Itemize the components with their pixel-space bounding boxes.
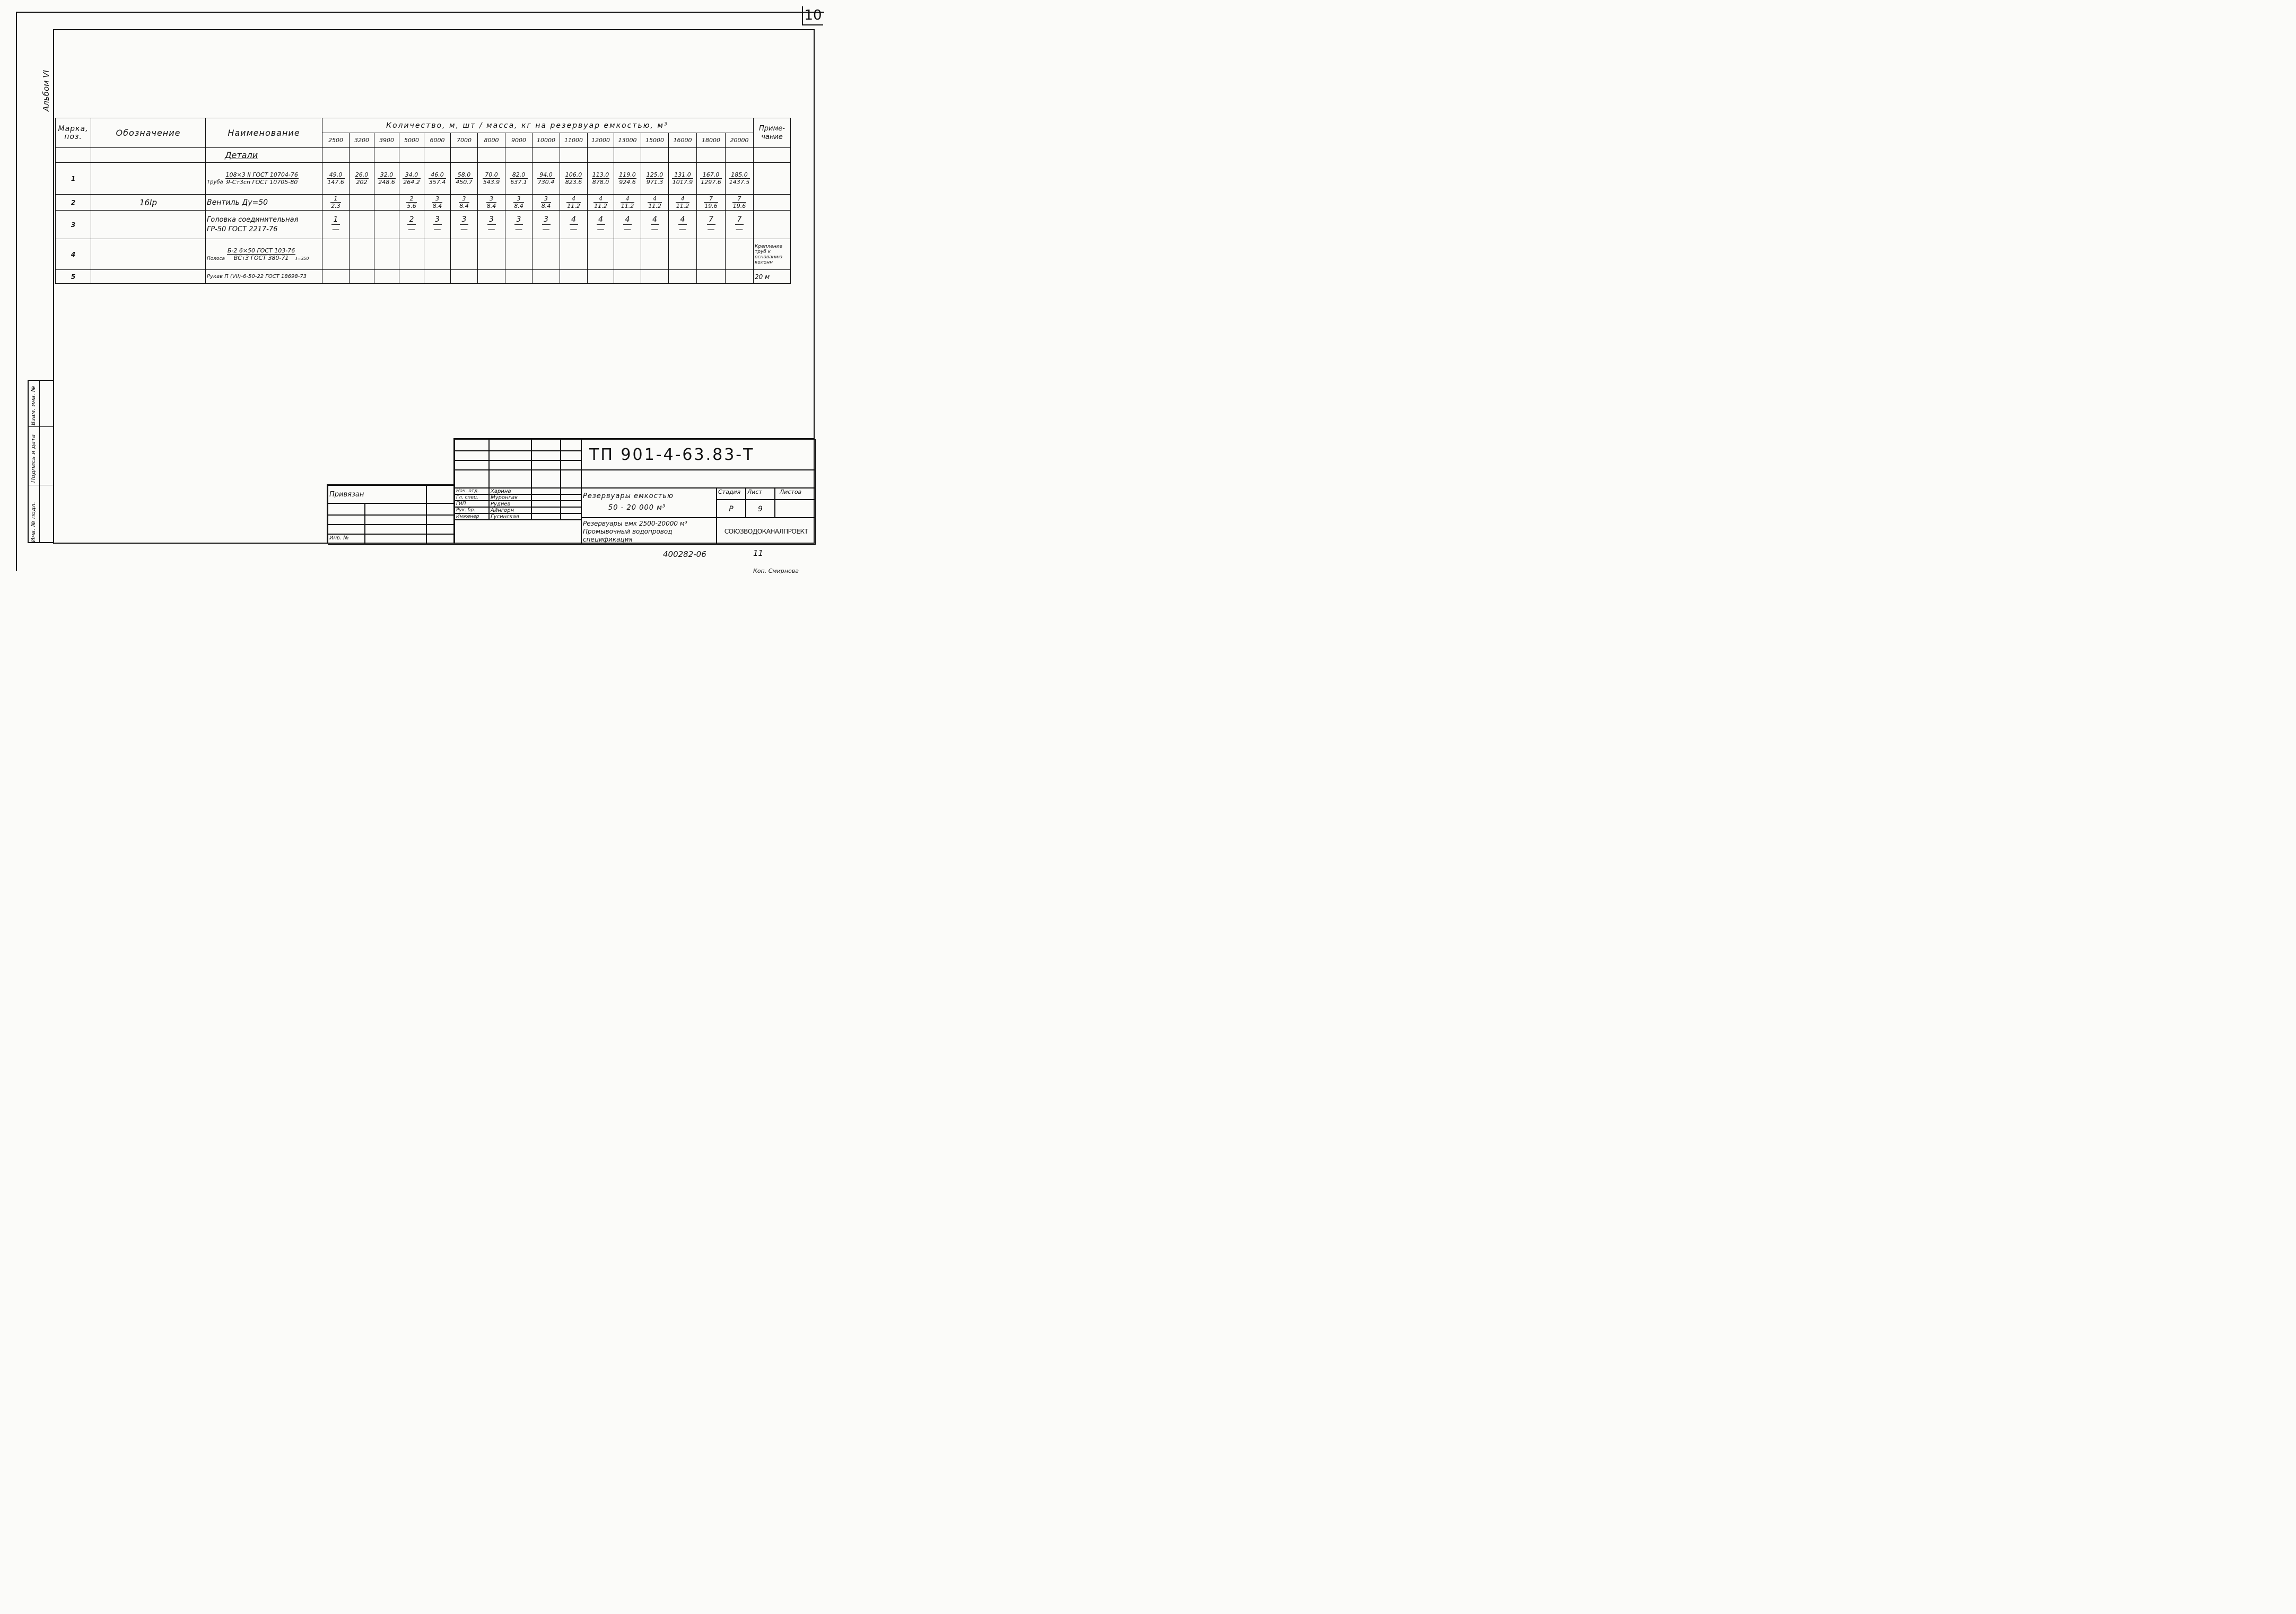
qty-cell — [374, 211, 399, 239]
qty-cell: $\frac{3}{8.4}$ — [532, 195, 560, 211]
qty-cell — [560, 239, 588, 270]
qty-cell: $\frac{26.0}{202}$ — [350, 163, 374, 195]
qty-cell — [478, 270, 505, 284]
qty-cell — [478, 239, 505, 270]
qty-cell: $\frac{3}{—}$ — [505, 211, 532, 239]
note-cell — [754, 163, 791, 195]
capacity-16000: 16000 — [669, 133, 697, 148]
qty-cell — [560, 270, 588, 284]
signature-cell — [531, 501, 561, 507]
qty-cell: $\frac{70.0}{543.9}$ — [478, 163, 505, 195]
qty-cell — [374, 239, 399, 270]
sheet-label: Лист — [746, 488, 775, 500]
specification-table — [55, 118, 791, 284]
sheet-value: 9 — [746, 500, 775, 518]
qty-cell — [424, 270, 451, 284]
table-row: 4 Полоса $\frac{\text{Б-2 6×50 ГОСТ 103-76}}{\text{ВСт3 ГОСТ 380-71}}$ ℓ=350 Крепление труб к основанию колонн — [56, 239, 791, 270]
inv-no-label: Инв. № — [328, 534, 365, 545]
header-name: Наименование — [206, 118, 322, 148]
qty-cell: $\frac{46.0}{357.4}$ — [424, 163, 451, 195]
qty-cell: $\frac{7}{19.6}$ — [726, 195, 754, 211]
qty-cell: $\frac{4}{—}$ — [641, 211, 669, 239]
capacity-5000: 5000 — [399, 133, 424, 148]
sheet-number: 10 — [802, 6, 823, 25]
qty-cell: $\frac{4}{11.2}$ — [614, 195, 641, 211]
qty-cell — [350, 211, 374, 239]
stage-value: Р — [717, 500, 746, 518]
qty-cell — [451, 239, 478, 270]
qty-cell — [374, 195, 399, 211]
role-name: Айнгорн — [489, 507, 531, 513]
qty-cell: $\frac{3}{—}$ — [451, 211, 478, 239]
qty-cell — [588, 270, 614, 284]
table-row: 1 Труба $\frac{\text{108×3 II ГОСТ 10704-76}}{\text{Я-Ст3сп ГОСТ 10705-80}}$ $\frac{49.0}{147.6}$ $\frac{26.0}{202}$ $\frac{32.0}{248.6}$ $\frac{34.0}{264.2}$ $\frac{46.0}{357.4}$ $\frac{58.0}{450.7}$ $\frac{70.0}{543.9}$ $\frac{82.0}{637.1}$ $\frac{94.0}{730.4}$ $\frac{106.0}{823.6}$ $\frac{113.0}{878.0}$ $\frac{119.0}{924.6}$ $\frac{125.0}{971.3}$ $\frac{131.0}{1017.9}$ $\frac{167.0}{1297.6}$ $\frac{185.0}{1437.5}$ — [56, 163, 791, 195]
qty-cell: $\frac{3}{8.4}$ — [451, 195, 478, 211]
qty-cell: $\frac{4}{—}$ — [669, 211, 697, 239]
side-signature-date: Подпись и дата — [30, 434, 37, 483]
qty-cell — [614, 239, 641, 270]
capacity-9000: 9000 — [505, 133, 532, 148]
qty-cell — [697, 270, 726, 284]
qty-cell — [532, 239, 560, 270]
qty-cell: $\frac{106.0}{823.6}$ — [560, 163, 588, 195]
qty-cell: $\frac{3}{8.4}$ — [424, 195, 451, 211]
qty-cell — [726, 239, 754, 270]
qty-cell: $\frac{7}{—}$ — [726, 211, 754, 239]
qty-cell — [374, 270, 399, 284]
album-label: Альбом VI — [41, 70, 51, 111]
qty-cell — [641, 270, 669, 284]
qty-cell — [350, 195, 374, 211]
qty-cell: $\frac{4}{11.2}$ — [560, 195, 588, 211]
note-cell — [754, 195, 791, 211]
qty-cell — [451, 270, 478, 284]
note-cell — [754, 211, 791, 239]
qty-cell: $\frac{113.0}{878.0}$ — [588, 163, 614, 195]
section-details: Детали — [206, 148, 322, 163]
qty-cell: $\frac{1}{2.3}$ — [322, 195, 350, 211]
qty-cell — [532, 270, 560, 284]
qty-cell — [697, 239, 726, 270]
capacity-3200: 3200 — [350, 133, 374, 148]
copied-by: Коп. Смирнова — [753, 568, 799, 574]
capacity-10000: 10000 — [532, 133, 560, 148]
qty-cell — [726, 270, 754, 284]
qty-cell — [669, 239, 697, 270]
qty-cell: $\frac{1}{—}$ — [322, 211, 350, 239]
qty-cell: $\frac{4}{11.2}$ — [669, 195, 697, 211]
capacity-7000: 7000 — [451, 133, 478, 148]
side-replaces-inv: Взам. инв. № — [30, 386, 37, 425]
capacity-8000: 8000 — [478, 133, 505, 148]
capacity-11000: 11000 — [560, 133, 588, 148]
date-cell — [561, 501, 581, 507]
qty-cell: $\frac{3}{—}$ — [532, 211, 560, 239]
role-name: Муронгик — [489, 494, 531, 501]
capacity-20000: 20000 — [726, 133, 754, 148]
header-mark: Марка, поз. — [56, 118, 91, 148]
qty-cell — [505, 239, 532, 270]
title-block — [453, 438, 815, 544]
qty-cell — [322, 270, 350, 284]
header-designation: Обозначение — [91, 118, 206, 148]
note-cell: 20 м — [754, 270, 791, 284]
qty-cell: $\frac{82.0}{637.1}$ — [505, 163, 532, 195]
qty-cell: $\frac{94.0}{730.4}$ — [532, 163, 560, 195]
qty-cell: $\frac{49.0}{147.6}$ — [322, 163, 350, 195]
qty-cell — [399, 239, 424, 270]
document-code: ТП 901-4-63.83-Т — [581, 439, 816, 470]
role-label: Гл. спец. — [455, 494, 489, 501]
sheets-label: Листов — [775, 488, 816, 500]
qty-cell: $\frac{7}{—}$ — [697, 211, 726, 239]
table-row: 5 Рукав П (VII)-6-50-22 ГОСТ 18698-73 20 м — [56, 270, 791, 284]
qty-cell — [350, 270, 374, 284]
role-name: Рудиев — [489, 501, 531, 507]
header-note: Приме- чание — [754, 118, 791, 148]
qty-cell: $\frac{3}{8.4}$ — [478, 195, 505, 211]
table-row: 2 16Iр Вентиль Ду=50 $\frac{1}{2.3}$ $\frac{2}{5.6}$ $\frac{3}{8.4}$ $\frac{3}{8.4}$ $\frac{3}{8.4}$ $\frac{3}{8.4}$ $\frac{3}{8.4}$ $\frac{4}{11.2}$ $\frac{4}{11.2}$ $\frac{4}{11.2}$ $\frac{4}{11.2}$ $\frac{4}{11.2}$ $\frac{7}{19.6}$ $\frac{7}{19.6}$ — [56, 195, 791, 211]
archive-suffix: 11 — [753, 548, 764, 558]
stage-label: Стадия — [717, 488, 746, 500]
archive-number: 400282-06 — [663, 549, 706, 559]
date-cell — [561, 494, 581, 501]
signature-cell — [531, 488, 561, 494]
side-stamp — [28, 380, 53, 543]
qty-cell: $\frac{185.0}{1437.5}$ — [726, 163, 754, 195]
qty-cell: $\frac{119.0}{924.6}$ — [614, 163, 641, 195]
binding-block — [327, 484, 454, 544]
side-inv-no: Инв. № подл. — [30, 502, 37, 542]
qty-cell — [322, 239, 350, 270]
qty-cell: $\frac{4}{—}$ — [614, 211, 641, 239]
capacity-13000: 13000 — [614, 133, 641, 148]
qty-cell: $\frac{4}{—}$ — [560, 211, 588, 239]
role-name: Харина — [489, 488, 531, 494]
qty-cell: $\frac{4}{—}$ — [588, 211, 614, 239]
qty-cell: $\frac{3}{—}$ — [424, 211, 451, 239]
qty-cell: $\frac{167.0}{1297.6}$ — [697, 163, 726, 195]
qty-cell: $\frac{58.0}{450.7}$ — [451, 163, 478, 195]
role-label: Инженер — [455, 513, 489, 520]
linked-label: Привязан — [328, 485, 426, 503]
qty-cell — [424, 239, 451, 270]
date-cell — [561, 507, 581, 513]
qty-cell: $\frac{2}{—}$ — [399, 211, 424, 239]
qty-cell — [669, 270, 697, 284]
qty-cell: $\frac{3}{8.4}$ — [505, 195, 532, 211]
organization: СОЮЗВОДОКАНАЛПРОЕКТ — [717, 518, 816, 545]
role-name: Гусинская — [489, 513, 531, 520]
capacity-15000: 15000 — [641, 133, 669, 148]
note-cell: Крепление труб к основанию колонн — [754, 239, 791, 270]
capacity-6000: 6000 — [424, 133, 451, 148]
qty-cell: $\frac{4}{11.2}$ — [588, 195, 614, 211]
qty-cell: $\frac{131.0}{1017.9}$ — [669, 163, 697, 195]
capacity-12000: 12000 — [588, 133, 614, 148]
qty-cell: $\frac{3}{—}$ — [478, 211, 505, 239]
qty-cell — [399, 270, 424, 284]
date-cell — [561, 488, 581, 494]
qty-cell: $\frac{34.0}{264.2}$ — [399, 163, 424, 195]
qty-cell — [505, 270, 532, 284]
qty-cell: $\frac{32.0}{248.6}$ — [374, 163, 399, 195]
role-label: ГИП — [455, 501, 489, 507]
sheet-title: Резервуары емк 2500-20000 м³ Промывочный водопровод спецификация — [581, 518, 717, 545]
qty-cell — [350, 239, 374, 270]
capacity-3900: 3900 — [374, 133, 399, 148]
capacity-18000: 18000 — [697, 133, 726, 148]
qty-cell — [641, 239, 669, 270]
role-label: Рук. бр. — [455, 507, 489, 513]
role-label: Нач. отд. — [455, 488, 489, 494]
qty-cell — [588, 239, 614, 270]
table-row: 3 Головка соединительная ГР-50 ГОСТ 2217-76 $\frac{1}{—}$ $\frac{2}{—}$ $\frac{3}{—}$ $\frac{3}{—}$ $\frac{3}{—}$ $\frac{3}{—}$ $\frac{3}{—}$ $\frac{4}{—}$ $\frac{4}{—}$ $\frac{4}{—}$ $\frac{4}{—}$ $\frac{4}{—}$ $\frac{7}{—}$ $\frac{7}{—}$ — [56, 211, 791, 239]
object-title: Резервуары емкостью 50 - 20 000 м³ — [581, 488, 717, 518]
qty-cell: $\frac{4}{11.2}$ — [641, 195, 669, 211]
signature-cell — [531, 507, 561, 513]
capacity-2500: 2500 — [322, 133, 350, 148]
qty-cell — [614, 270, 641, 284]
signature-cell — [531, 494, 561, 501]
date-cell — [561, 513, 581, 520]
qty-cell: $\frac{7}{19.6}$ — [697, 195, 726, 211]
signature-cell — [531, 513, 561, 520]
header-quantity: Количество, м, шт / масса, кг на резервуар емкостью, м³ — [322, 118, 754, 133]
qty-cell: $\frac{2}{5.6}$ — [399, 195, 424, 211]
qty-cell: $\frac{125.0}{971.3}$ — [641, 163, 669, 195]
